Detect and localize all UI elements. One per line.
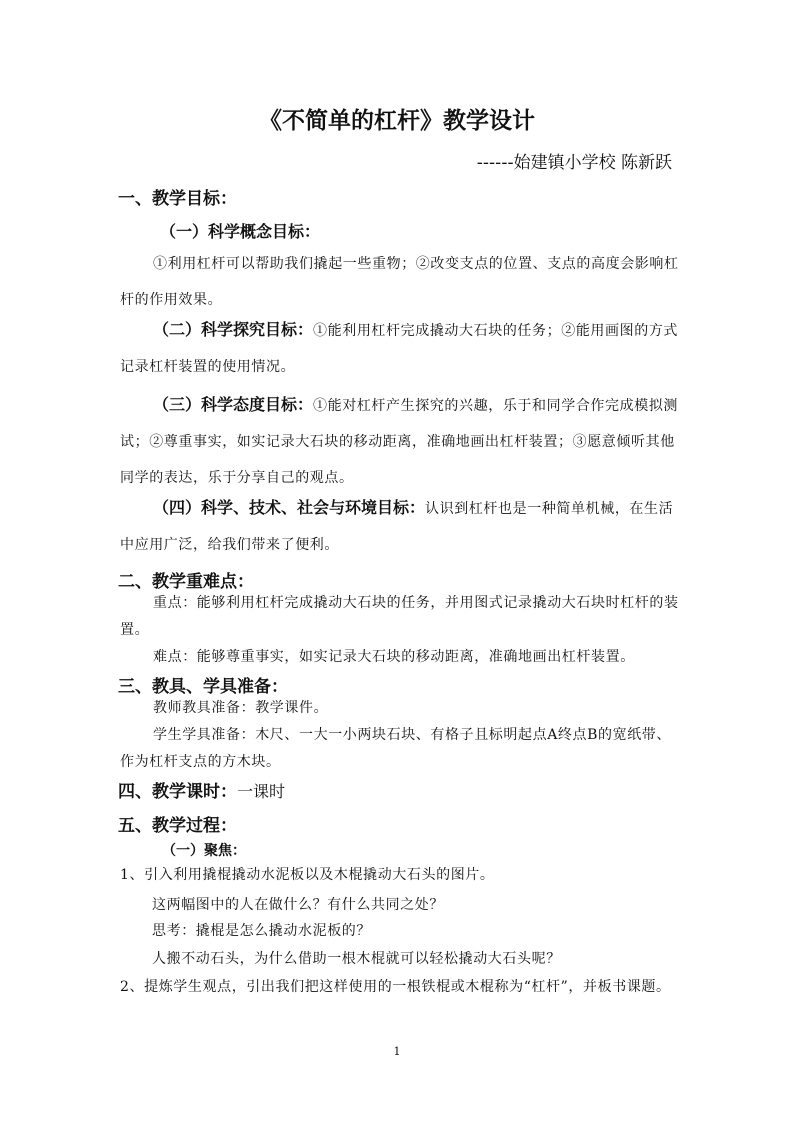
section-4-heading: 四、教学课时： (118, 782, 237, 802)
student-materials: 学生学具准备：木尺、一大一小两块石块、有格子且标明起点A终点B的宽纸带、作为杠杆支点的方木块。 (120, 727, 671, 770)
section-4-line (118, 777, 678, 802)
teacher-materials: 教师教具准备：教学课件。 (153, 700, 329, 716)
goal-4-paragraph (120, 490, 680, 563)
document-title: 《不简单的杠杆》教学设计 (259, 108, 535, 134)
difficult-point: 难点：能够尊重事实，如实记录大石块的移动距离，准确地画出杠杆装置。 (153, 649, 635, 665)
goal-2-heading: （二）科学探究目标： (153, 320, 314, 339)
goal-1-text: ①利用杠杆可以帮助我们撬起一些重物；②改变支点的位置、支点的高度会影响杠杆的作用效果。 (120, 256, 679, 308)
class-hours: 一课时 (237, 782, 286, 801)
section-1-heading: 一、教学目标： (118, 189, 237, 209)
goal-3-heading: （三）科学态度目标： (153, 395, 314, 414)
goal-4-text: 认识到杠杆也是一种简单机械，在生活中应用广泛，给我们带来了便利。 (120, 501, 674, 553)
process-item-2: 2、提炼学生观点，引出我们把这样使用的一根铁棍或木棍称为“杠杆”，并板书课题。 (120, 979, 671, 995)
section-5-heading: 五、教学过程： (118, 816, 237, 836)
goal-1-heading: （一）科学概念目标： (160, 222, 321, 241)
process-step-1-heading: （一）聚焦： (162, 843, 246, 859)
goal-3-paragraph (120, 387, 680, 496)
goal-4-heading: （四）科学、技术、社会与环境目标： (153, 498, 426, 517)
process-item-1: 1、引入利用撬棍撬动水泥板以及木棍撬动大石头的图片。 (120, 867, 495, 883)
question-2: 思考：撬棍是怎么撬动水泥板的？ (152, 923, 371, 939)
section-2-heading: 二、教学重难点： (118, 572, 254, 592)
question-3: 人搬不动石头，为什么借助一根木棍就可以轻松撬动大石头呢？ (152, 951, 561, 967)
question-1: 这两幅图中的人在做什么？有什么共同之处？ (152, 897, 444, 913)
goal-3-text: ①能对杠杆产生探究的兴趣，乐于和同学合作完成模拟测试；②尊重事实，如实记录大石块的移动距离，准确地画出杠杆装置；③愿意倾听其他同学的表达，乐于分享自己的观点。 (120, 398, 679, 486)
goal-2-text: ①能利用杠杆完成撬动大石块的任务；②能用画图的方式记录杠杆装置的使用情况。 (120, 323, 679, 375)
goal-2-paragraph (120, 312, 680, 385)
section-3-heading: 三、教具、学具准备： (118, 677, 288, 697)
page-number: 1 (393, 1045, 401, 1058)
author-line: ------始建镇小学校 陈新跃 (476, 153, 672, 173)
key-point: 重点：能够利用杠杆完成撬动大石块的任务，并用图式记录撬动大石块时杠杆的装置。 (120, 595, 679, 638)
